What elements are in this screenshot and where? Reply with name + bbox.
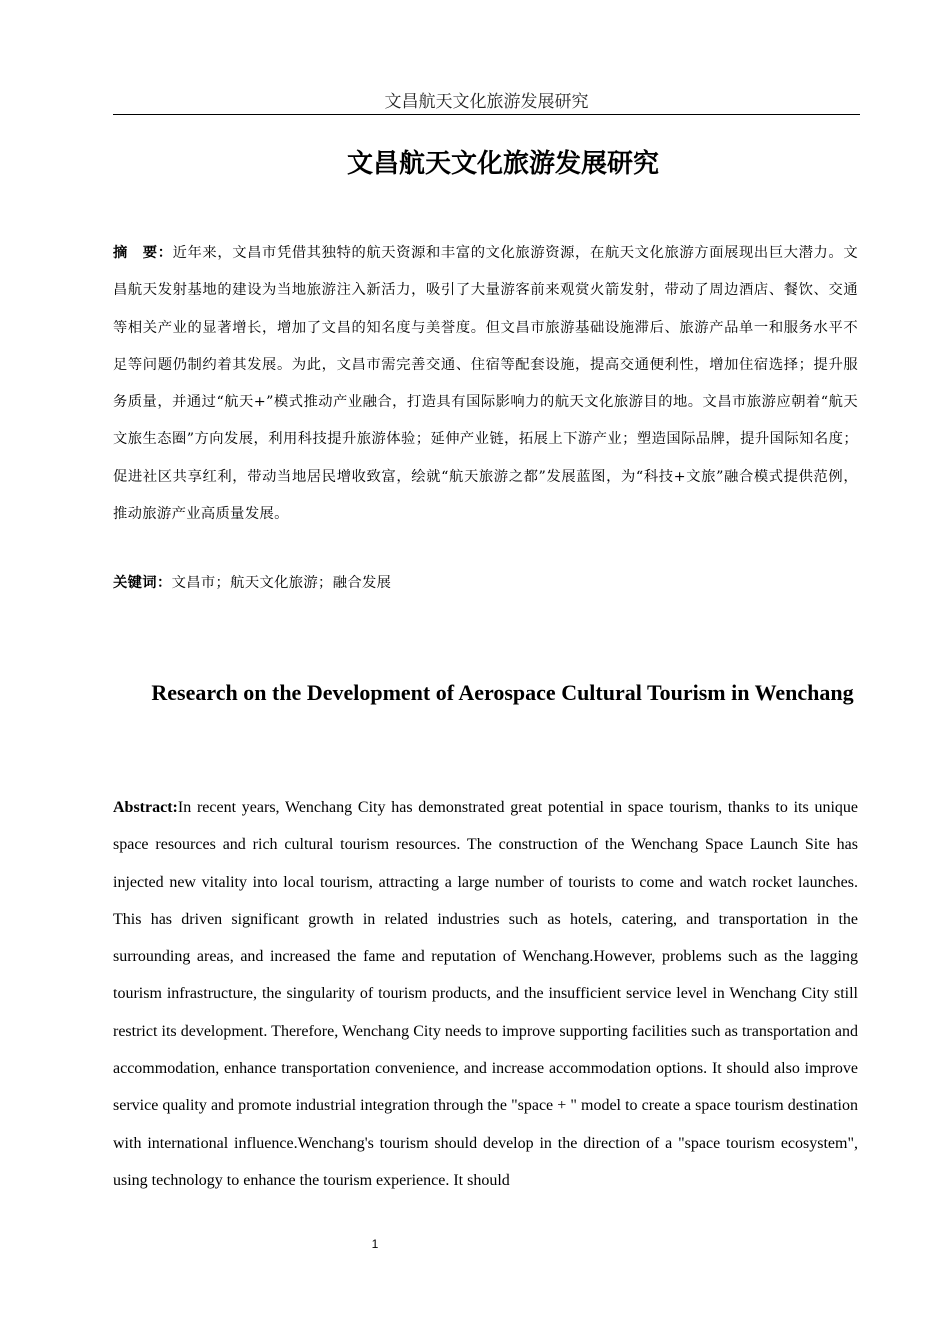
chinese-abstract-label: 摘 要：	[113, 245, 173, 261]
chinese-abstract-text: 近年来，文昌市凭借其独特的航天资源和丰富的文化旅游资源，在航天文化旅游方面展现出巨大潜力。文昌航天发射基地的建设为当地旅游注入新活力，吸引了大量游客前来观赏火箭发射，带动了周边酒店、餐饮、交通等相关产业的显著增长，增加了文昌的知名度与美誉度。但文昌市旅游基础设施滞后、旅游产品单一和服务水平不足等问题仍制约着其发展。为此，文昌市需完善交通、住宿等配套设施，提高交通便利性，增加住宿选择；提升服务质量，并通过“航天+”模式推动产业融合，打造具有国际影响力的航天文化旅游目的地。文昌市旅游应朝着“航天文旅生态圈”方向发展，利用科技提升旅游体验；延伸产业链，拓展上下游产业；塑造国际品牌，提升国际知名度；促进社区共享红利，带动当地居民增收致富，绘就“航天旅游之都”发展蓝图，为“科技+文旅”融合模式提供范例，推动旅游产业高质量发展。	[113, 245, 858, 523]
header-rule	[113, 114, 860, 115]
chinese-keywords-text: 文昌市；航天文化旅游；融合发展	[171, 575, 392, 591]
chinese-keywords	[113, 568, 858, 598]
chinese-title: 文昌航天文化旅游发展研究	[346, 149, 659, 179]
chinese-keywords-label: 关键词：	[113, 575, 172, 591]
english-abstract-label: Abstract:	[113, 799, 178, 816]
running-header: 文昌航天文化旅游发展研究	[384, 92, 589, 112]
chinese-abstract	[113, 235, 858, 533]
english-title: Research on the Development of Aerospace Cultural Tourism in Wenchang	[151, 680, 854, 705]
english-abstract	[113, 789, 858, 1199]
english-abstract-text: In recent years, Wenchang City has demonstrated great potential in space tourism, thanks to its unique space resources and rich cultural tourism resources. The construction of the Wenchang Space Launch Site has injected new vitality into local tourism, attracting a large number of tourists to come and watch rocket launches. This has driven significant growth in related industries such as hotels, catering, and transportation in the surrounding areas, and increased the fame and reputation of Wenchang.However, problems such as the lagging tourism infrastructure, the singularity of tourism products, and the insufficient service level in Wenchang City still restrict its development. Therefore, Wenchang City needs to improve supporting facilities such as transportation and accommodation, enhance transportation convenience, and increase accommodation options. It should also improve service quality and promote industrial integration through the "space + " model to create a space tourism destination with international influence.Wenchang's tourism should develop in the direction of a "space tourism ecosystem", using technology to enhance the tourism experience. It should	[113, 799, 858, 1189]
page-number: 1	[371, 1237, 379, 1251]
